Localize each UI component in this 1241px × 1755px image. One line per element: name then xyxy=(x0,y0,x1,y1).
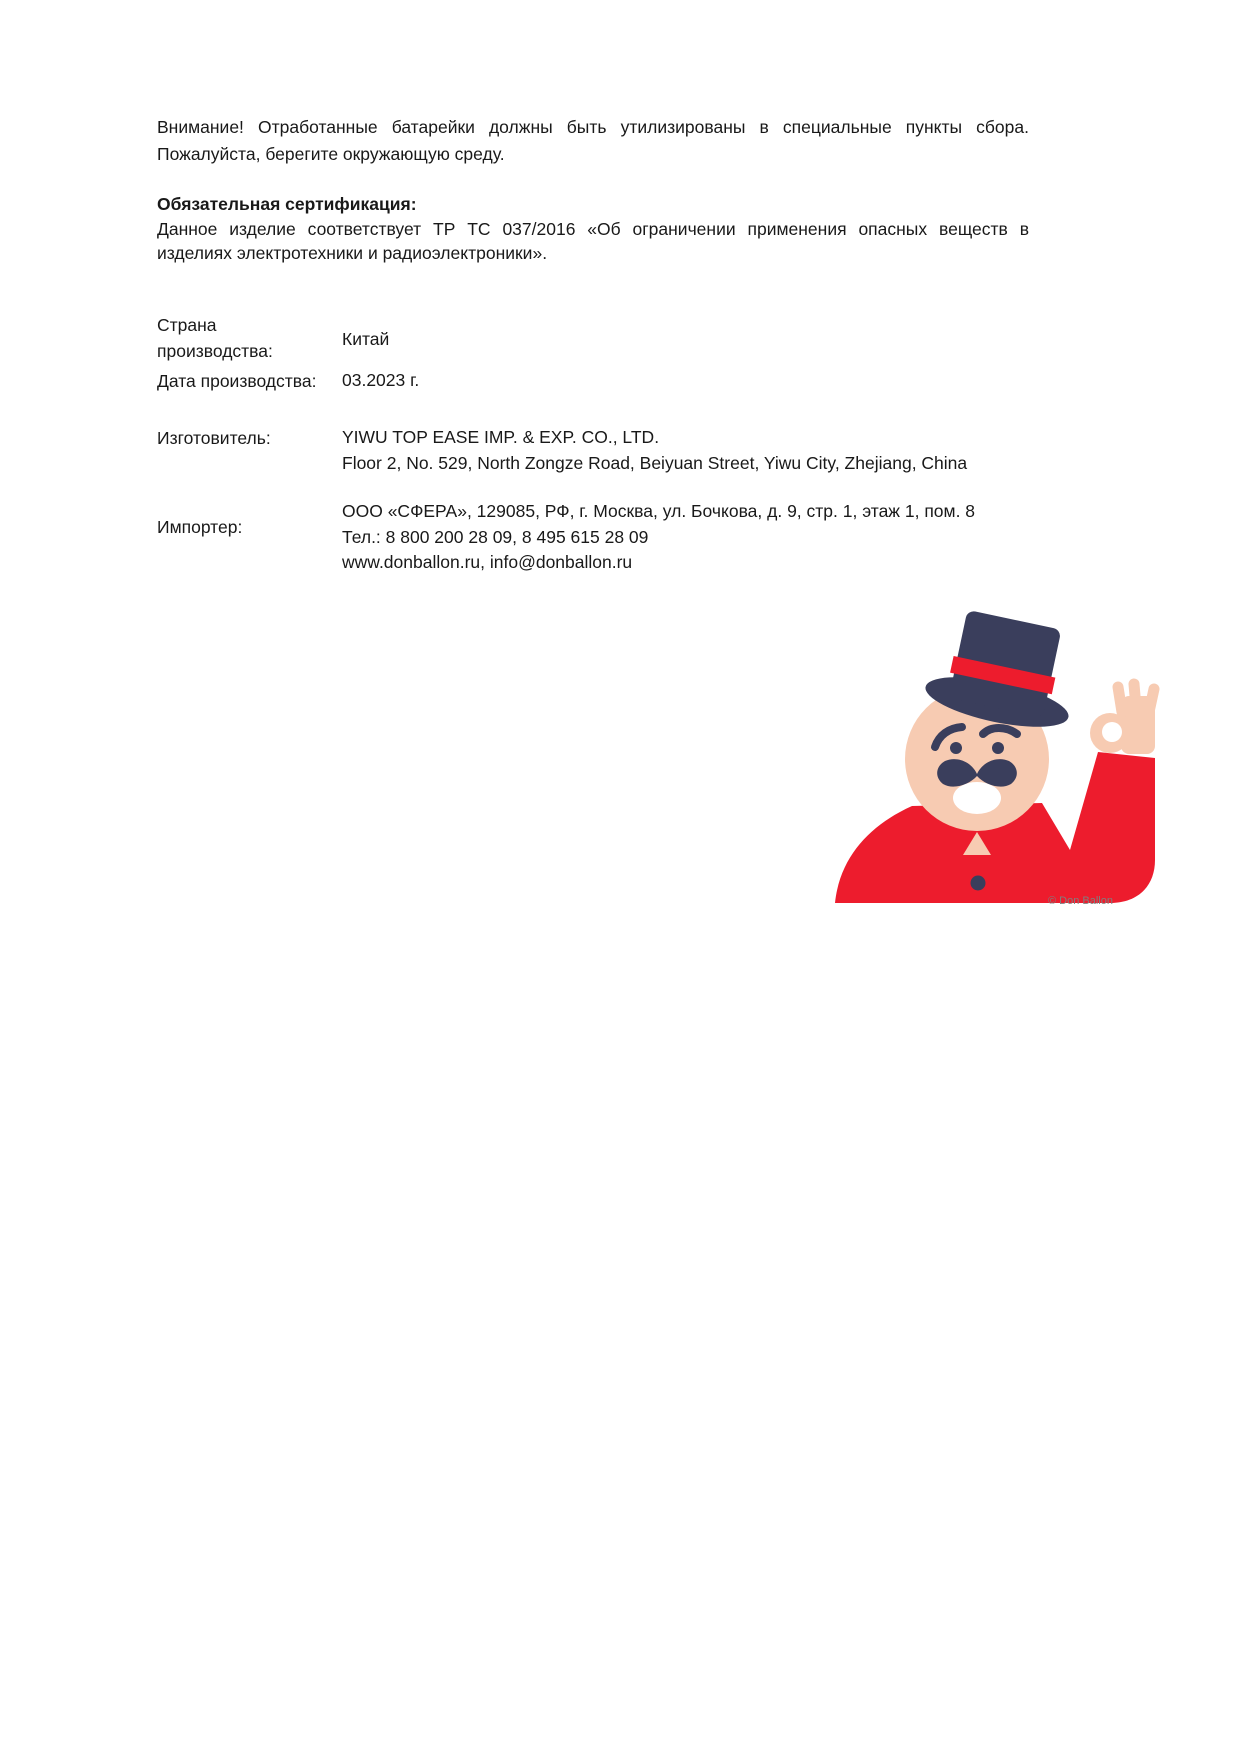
importer-web: www.donballon.ru, info@donballon.ru xyxy=(342,552,633,572)
battery-warning-paragraph: Внимание! Отработанные батарейки должны быть утилизированы в специальные пункты сбора. Пожалуйста, берегите окружающую среду. xyxy=(157,117,1029,164)
production-date-value: 03.2023 г. xyxy=(342,370,420,390)
production-country-label: Страна производства: xyxy=(157,315,273,361)
manufacturer-name: YIWU TOP EASE IMP. & EXP. CO., LTD. xyxy=(342,427,660,447)
importer-label: Импортер: xyxy=(157,517,243,537)
copyright-label: © Don Ballon xyxy=(1048,895,1113,907)
certification-paragraph: Данное изделие соответствует ТР ТС 037/2016 «Об ограничении применения опасных веществ в изделиях электротехники и радиоэлектроники». xyxy=(157,219,1029,263)
mascot-right-eye xyxy=(992,742,1004,754)
production-country-value: Китай xyxy=(342,329,390,349)
mascot-mouth xyxy=(953,782,1001,814)
ok-hand-icon xyxy=(1090,684,1155,754)
shirt-button xyxy=(971,876,986,891)
manufacturer-value xyxy=(342,425,1042,476)
certification-heading: Обязательная сертификация: xyxy=(157,194,417,214)
manufacturer-address: Floor 2, No. 529, North Zongze Road, Beiyuan Street, Yiwu City, Zhejiang, China xyxy=(342,452,968,473)
mascot-left-eye xyxy=(950,742,962,754)
hand-finger-1 xyxy=(1118,687,1122,712)
importer-phone: Тел.: 8 800 200 28 09, 8 495 615 28 09 xyxy=(342,526,649,547)
hand-finger-3 xyxy=(1149,689,1154,712)
importer-company: ООО «СФЕРА», 129085, РФ, г. Москва, ул. Бочкова, д. 9, стр. 1, этаж 1, пом. 8 xyxy=(342,501,976,521)
mascot-illustration xyxy=(740,540,1200,915)
production-date-label: Дата производства: xyxy=(157,371,317,391)
manufacturer-label: Изготовитель: xyxy=(157,428,271,448)
hand-finger-2 xyxy=(1134,684,1136,708)
ok-ring-hole xyxy=(1102,722,1122,742)
